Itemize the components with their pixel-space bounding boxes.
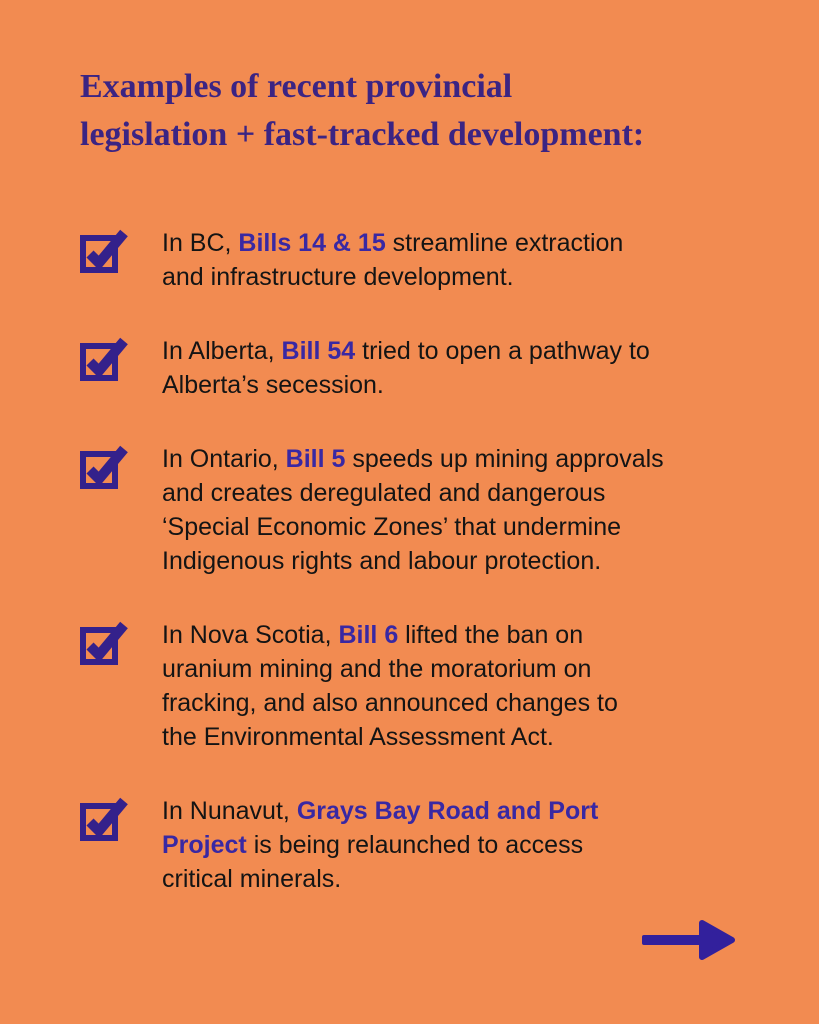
list-item-text	[162, 334, 650, 402]
bill-highlight: Bill 54	[281, 337, 356, 365]
right-arrow-icon	[642, 919, 737, 961]
bill-highlight: Bill 6	[338, 621, 399, 649]
body-text: tried to open a pathway to	[355, 337, 650, 365]
page-title	[80, 63, 780, 159]
checkbox-checked-icon	[80, 335, 128, 381]
checkbox-checked-icon	[80, 619, 128, 665]
list-item-text	[162, 794, 598, 896]
checkbox-checked-icon	[80, 795, 128, 841]
body-text: In BC,	[162, 229, 239, 257]
checkbox-checked-icon	[80, 227, 128, 273]
body-text: the Environmental Assessment Act.	[162, 723, 554, 751]
list-item	[80, 794, 819, 896]
body-text: lifted the ban on	[398, 621, 584, 649]
body-text: fracking, and also announced changes to	[162, 689, 618, 717]
body-text: ‘Special Economic Zones’ that undermine	[162, 513, 622, 541]
body-text: In Nova Scotia,	[162, 621, 339, 649]
list-item	[80, 334, 819, 402]
bill-highlight: Bills 14 & 15	[238, 229, 386, 257]
body-text: and creates deregulated and dangerous	[162, 479, 606, 507]
body-text: uranium mining and the moratorium on	[162, 655, 592, 683]
body-text: and infrastructure development.	[162, 263, 514, 291]
body-text: critical minerals.	[162, 865, 342, 893]
body-text: In Nunavut,	[162, 797, 297, 825]
title-line-2: legislation + fast-tracked development:	[80, 116, 645, 153]
body-text: In Alberta,	[162, 337, 282, 365]
bill-highlight: Project	[162, 831, 247, 859]
title-line-1: Examples of recent provincial	[80, 68, 513, 105]
checkbox-checked-icon	[80, 443, 128, 489]
list-item	[80, 442, 819, 578]
list-item-text	[162, 226, 623, 294]
body-text: In Ontario,	[162, 445, 286, 473]
body-text: Alberta’s secession.	[162, 371, 384, 399]
bill-highlight: Bill 5	[285, 445, 346, 473]
body-text: is being relaunched to access	[246, 831, 584, 859]
body-text: Indigenous rights and labour protection.	[162, 547, 602, 575]
list-item-text	[162, 618, 618, 754]
body-text: streamline extraction	[385, 229, 624, 257]
list-item-text	[162, 442, 664, 578]
body-text: speeds up mining approvals	[345, 445, 664, 473]
bill-highlight: Grays Bay Road and Port	[296, 797, 599, 825]
list-item	[80, 226, 819, 294]
legislation-list	[80, 226, 819, 896]
list-item	[80, 618, 819, 754]
